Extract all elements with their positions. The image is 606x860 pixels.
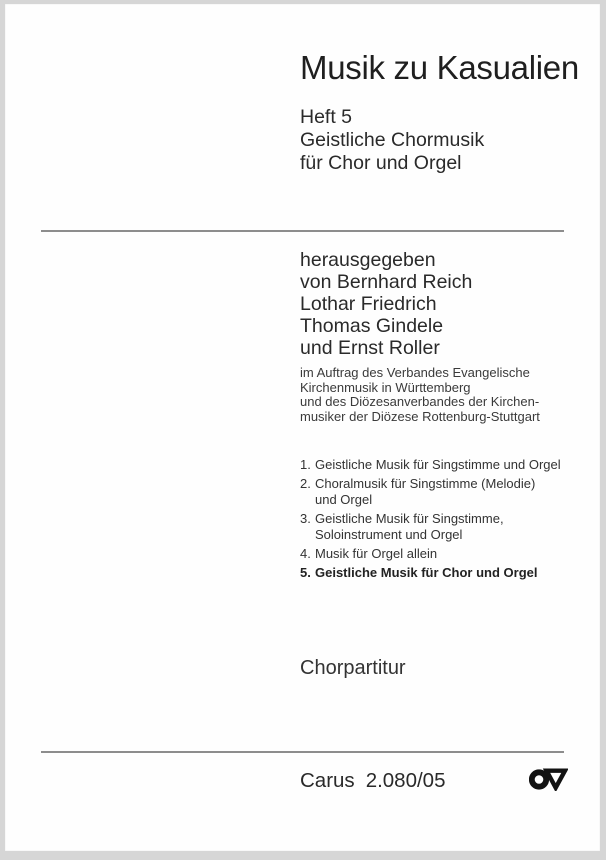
book-cover-page xyxy=(5,4,600,851)
list-item xyxy=(300,476,580,508)
item-text: Geistliche Musik für Singstimme und Orgel xyxy=(315,457,561,472)
item-text: Musik für Orgel allein xyxy=(315,546,438,561)
commission-note xyxy=(300,366,540,424)
item-number: 2. xyxy=(300,476,311,491)
editors-block xyxy=(300,249,472,359)
publisher-name: Carus xyxy=(300,769,355,792)
catalog-number: 2.080/05 xyxy=(365,769,446,792)
item-number: 5. xyxy=(300,565,311,580)
subtitle-line: für Chor und Orgel xyxy=(300,152,462,174)
subtitle-line: Heft 5 xyxy=(300,106,353,128)
commission-line: Kirchenmusik in Württemberg xyxy=(300,379,471,395)
item-text: Choralmusik für Singstimme (Melodie) und Orgel xyxy=(315,476,536,507)
item-number: 3. xyxy=(300,511,311,526)
list-item xyxy=(300,457,580,473)
carus-logo-icon xyxy=(529,767,568,791)
editors-line: Lothar Friedrich xyxy=(300,293,437,315)
editors-line: und Ernst Roller xyxy=(300,337,440,359)
editors-line: von Bernhard Reich xyxy=(300,271,473,293)
series-list xyxy=(300,457,580,581)
item-text: Geistliche Musik für Singstimme, Soloinstrument und Orgel xyxy=(315,511,504,542)
commission-line: und des Diözesanverbandes der Kirchen- xyxy=(300,394,540,410)
subtitle-line: Geistliche Chormusik xyxy=(300,129,485,151)
subtitle-block xyxy=(300,106,484,175)
item-number: 4. xyxy=(300,546,311,561)
divider-bottom xyxy=(41,751,564,753)
list-item-highlighted xyxy=(300,565,580,581)
edition-label: Chorpartitur xyxy=(300,657,406,679)
editors-line: Thomas Gindele xyxy=(300,315,444,337)
list-item xyxy=(300,546,580,562)
item-text: Geistliche Musik für Chor und Orgel xyxy=(315,565,538,580)
footer-imprint xyxy=(300,769,446,793)
page-title: Musik zu Kasualien xyxy=(300,49,579,86)
commission-line: musiker der Diözese Rottenburg-Stuttgart xyxy=(300,408,540,424)
commission-line: im Auftrag des Verbandes Evangelische xyxy=(300,365,530,380)
item-number: 1. xyxy=(300,457,311,472)
list-item xyxy=(300,511,580,543)
divider-top xyxy=(41,230,564,232)
editors-line: herausgegeben xyxy=(300,249,436,271)
